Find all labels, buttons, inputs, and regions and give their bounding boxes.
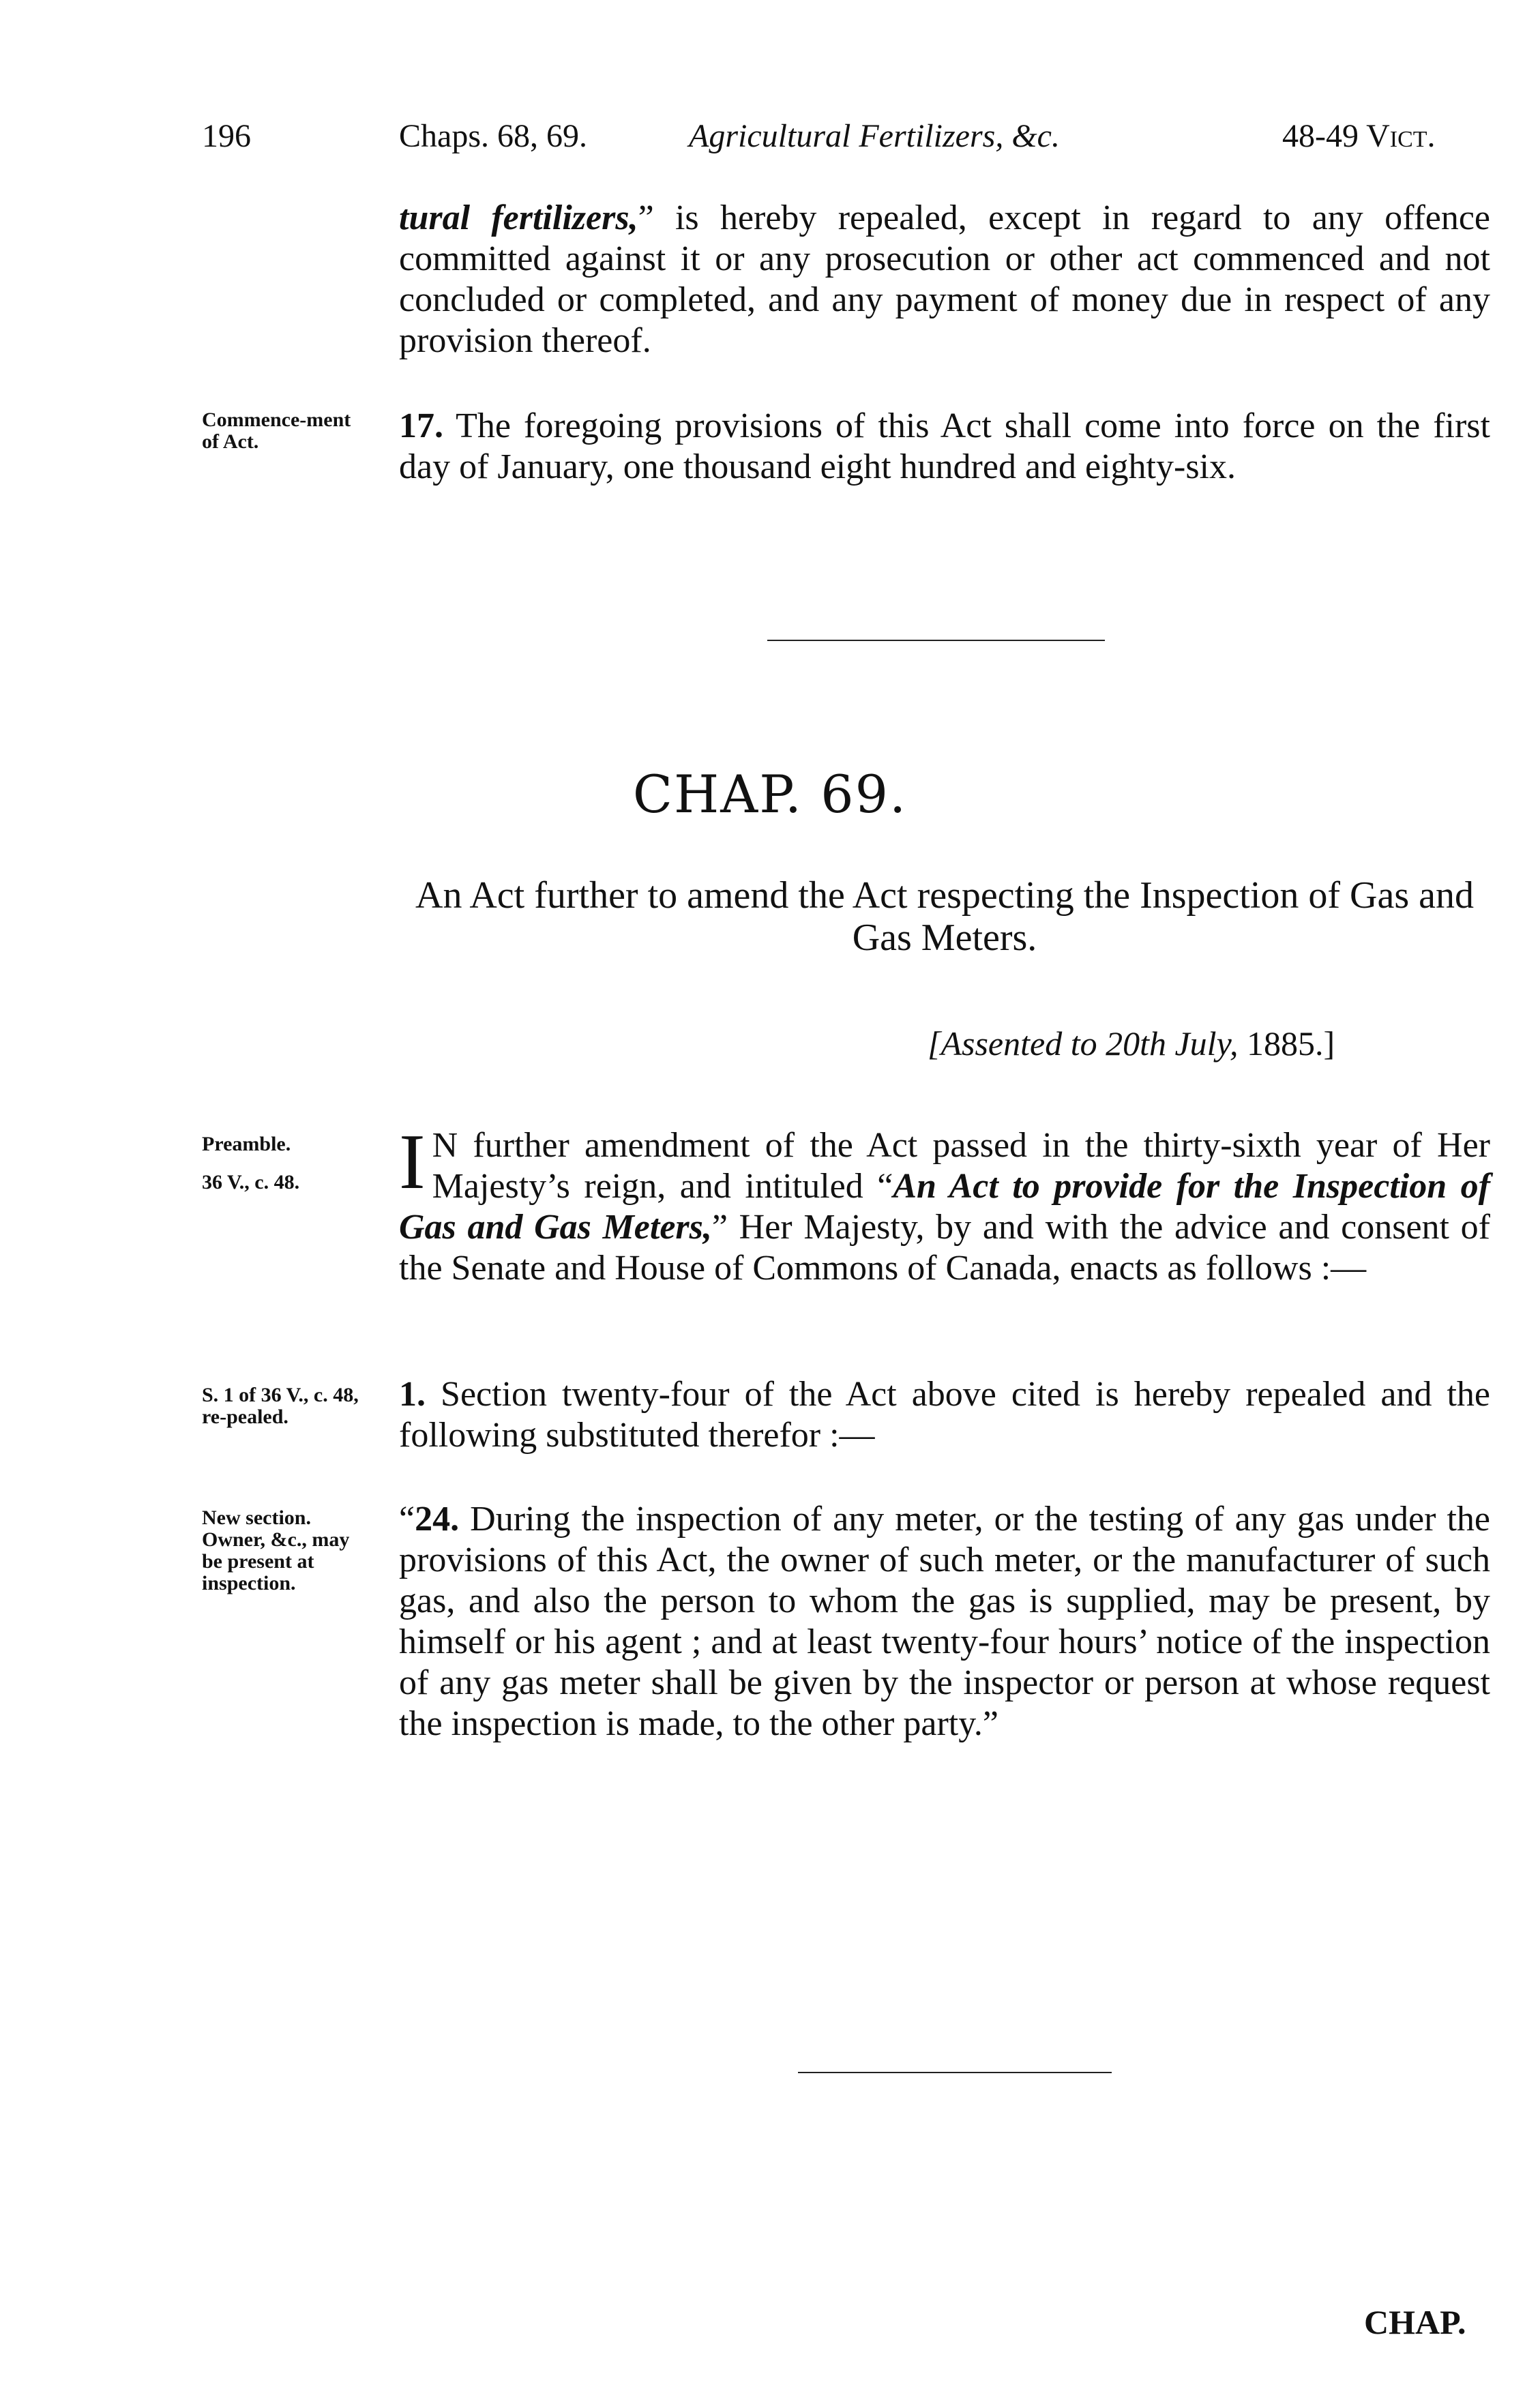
page-number: 196 [202, 118, 251, 154]
divider-rule [767, 640, 1105, 641]
margin-note-section-1: S. 1 of 36 V., c. 48, re-pealed. [202, 1384, 359, 1428]
continuation-text: ” is hereby repealed, except in regard to any offence committed against it or any prosecution or other act commenced and not concluded or completed, and any payment of money due in respect of any provision thereof. [399, 198, 1491, 360]
assent-month: July, [1174, 1024, 1239, 1063]
catchword: CHAP. [1364, 2303, 1466, 2341]
assent-line [928, 1023, 1335, 1064]
section-17 [399, 406, 1490, 488]
continuation-paragraph [399, 198, 1490, 361]
section-1-number: 1. [399, 1375, 426, 1414]
margin-note-citation: 36 V., c. 48. [202, 1171, 300, 1193]
continuation-lead: tural fertilizers, [399, 198, 638, 237]
margin-note-commencement: Commence-ment of Act. [202, 409, 351, 453]
header-chapters: Chaps. 68, 69. [399, 118, 587, 154]
section-24-number: 24. [415, 1500, 460, 1539]
assent-prefix: [Assented to 20th [928, 1024, 1166, 1063]
preamble-text-2: ” Her Majesty, by and with the advice and consent of the Senate and House of Commons of Canada, enacts as follows :— [399, 1208, 1490, 1288]
chapter-heading: CHAP. 69. [632, 764, 908, 825]
act-title: An Act further to amend the Act respecting the Inspection of Gas and Gas Meters. [415, 874, 1474, 959]
preamble-text-1: N further amendment of the Act passed in the thirty-sixth year of Her Majesty’s reign, and intituled “ [432, 1126, 1490, 1206]
margin-note-new-section: New section. Owner, &c., may be present at inspection. [202, 1506, 350, 1594]
section-24-text: During the inspection of any meter, or the testing of any gas under the provisions of this Act, the owner of such meter, or the manufacturer of such gas, and also the person to whom the gas is supplied, may be present, by himself or his agent ; and at least twenty-four hours’ notice of the inspection of any gas meter shall be given by the inspector or person at whose request the inspection is made, to the other party.” [399, 1500, 1491, 1743]
margin-note-preamble: Preamble. [202, 1133, 291, 1155]
section-17-number: 17. [399, 406, 443, 445]
drop-cap: I [399, 1118, 426, 1206]
preamble-paragraph [399, 1118, 1491, 1289]
assent-year: 1885.] [1247, 1024, 1335, 1063]
section-24 [399, 1499, 1490, 1744]
cited-act-title: An Act to provide for the Inspection of Gas and Gas Meters, [399, 1167, 1491, 1247]
section-17-text: The foregoing provisions of this Act shall come into force on the first day of January, one thousand eight hundred and eighty-six. [399, 406, 1490, 486]
header-regnal: 48-49 Vict. [1282, 118, 1436, 154]
section-1 [399, 1374, 1490, 1456]
header-title: Agricultural Fertilizers, &c. [689, 118, 1060, 154]
end-rule [798, 2072, 1112, 2073]
section-24-open-quote: “ [399, 1500, 415, 1539]
section-1-text: Section twenty-four of the Act above cited is hereby repealed and the following substituted therefor :— [399, 1375, 1491, 1455]
